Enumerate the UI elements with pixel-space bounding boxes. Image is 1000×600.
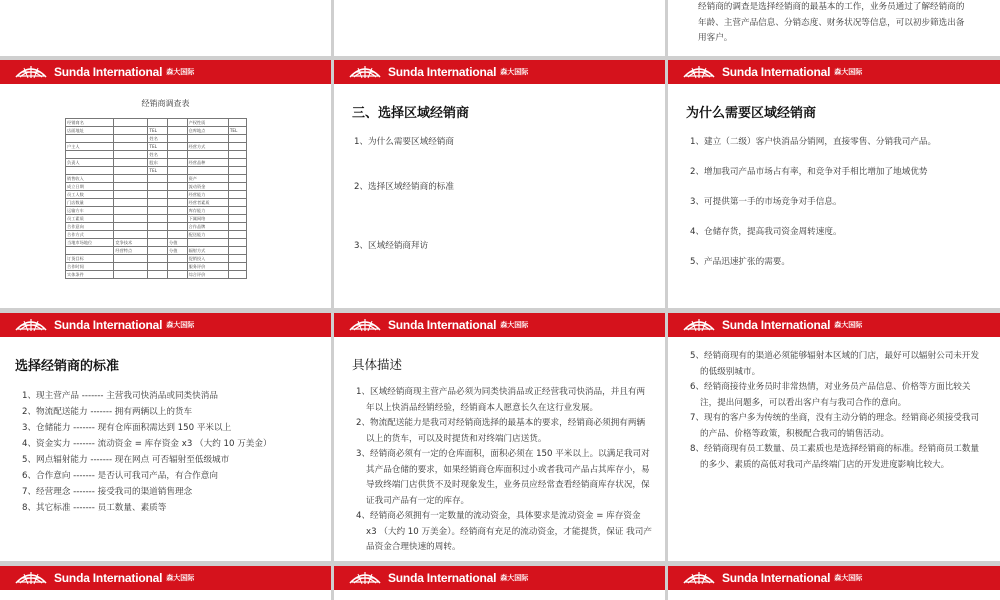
table-cell: 合作意向	[66, 223, 114, 231]
brand-name: Sunda International	[54, 571, 163, 585]
table-cell: 资产	[187, 175, 228, 183]
table-cell	[168, 263, 188, 271]
table-cell	[148, 119, 168, 127]
table-cell: 分值	[168, 239, 188, 247]
slide-bottom-right	[668, 566, 1000, 600]
table-cell: 促销投入	[187, 255, 228, 263]
table-row	[66, 199, 247, 207]
brand-banner	[334, 566, 665, 590]
table-cell: 经营方式	[187, 143, 228, 151]
form-caption: 经销商调查表	[141, 99, 190, 108]
table-cell: 下属网络	[187, 215, 228, 223]
slide-bottom-left	[0, 566, 331, 600]
standards-list	[22, 389, 272, 517]
brand-banner	[0, 313, 331, 337]
standards-item: 7、经营理念 ------- 接受我司的渠道销售理念	[22, 487, 193, 497]
brand-logo	[682, 571, 862, 585]
table-cell	[114, 263, 148, 271]
more-item: 6、经销商接待业务员时非常热情，对业务员产品信息、价格等方面比较关注，提出问题多，可以看出客户有与我司合作的意向。	[690, 382, 971, 408]
table-cell: 实体条件	[66, 271, 114, 279]
table-cell	[168, 167, 188, 175]
brand-logo	[348, 318, 528, 332]
table-cell	[114, 151, 148, 159]
table-cell: 辐射方式	[187, 247, 228, 255]
brand-name-cn: 森大国际	[834, 68, 863, 76]
table-cell	[114, 143, 148, 151]
table-cell: 配送能力	[187, 231, 228, 239]
details-item: 4、经销商必须拥有一定数量的流动资金，具体要求是流动资金 = 库存资金 x3 （大约 10 万美金）。经销商有充足的流动资金，才能提货，保证 我司产品资金合理快速的周转。	[356, 511, 652, 552]
table-row	[66, 271, 247, 279]
slide-standards	[0, 313, 331, 561]
table-cell: 姓名	[148, 151, 168, 159]
table-row	[66, 135, 247, 143]
standards-item: 1、现主营产品 ------- 主营我司快消品或同类快消品	[22, 391, 218, 401]
table-cell: 当地市场地位	[66, 239, 114, 247]
table-row	[66, 263, 247, 271]
table-cell	[228, 143, 246, 151]
standards-item: 6、合作意向 ------- 是否认可我司产品，有合作意向	[22, 471, 218, 481]
why-item: 3、可提供第一手的市场竞争对手信息。	[690, 197, 842, 207]
table-cell	[228, 263, 246, 271]
table-row	[66, 151, 247, 159]
standards-item: 8、其它标准 ------- 员工数量、素质等	[22, 503, 167, 513]
table-cell	[148, 231, 168, 239]
globe-logo-icon	[348, 65, 382, 79]
table-cell	[148, 175, 168, 183]
table-cell	[148, 223, 168, 231]
table-row	[66, 127, 247, 135]
brand-name-cn: 森大国际	[500, 68, 529, 76]
table-cell: 员工人数	[66, 191, 114, 199]
brand-name-cn: 森大国际	[834, 574, 863, 582]
brand-logo	[682, 318, 862, 332]
table-cell	[148, 247, 168, 255]
brand-name-cn: 森大国际	[166, 321, 195, 329]
table-cell: 库存能力	[187, 207, 228, 215]
details-title: 具体描述	[352, 357, 403, 372]
why-title: 为什么需要区域经销商	[686, 106, 817, 121]
table-cell	[168, 143, 188, 151]
table-cell	[168, 119, 188, 127]
table-cell	[168, 215, 188, 223]
globe-logo-icon	[682, 318, 716, 332]
table-cell: 订货目标	[66, 255, 114, 263]
slide-bottom-middle	[334, 566, 665, 600]
table-row	[66, 159, 247, 167]
brand-name: Sunda International	[722, 65, 831, 79]
table-cell	[168, 207, 188, 215]
brand-name: Sunda International	[388, 318, 497, 332]
brand-logo	[14, 318, 194, 332]
more-item: 7、现有的客户多为传统的坐商，没有主动分销的理念。经销商必须接受我司的产品、价格等政策，积极配合我司的销售活动。	[690, 413, 980, 439]
table-cell	[114, 167, 148, 175]
table-cell	[114, 215, 148, 223]
table-cell	[228, 215, 246, 223]
table-cell	[228, 159, 246, 167]
brand-name: Sunda International	[388, 571, 497, 585]
table-cell	[228, 199, 246, 207]
standards-item: 4、资金实力 ------- 流动资金 = 库存资金 x3 （大约 10 万美金）	[22, 439, 272, 449]
brand-name: Sunda International	[388, 65, 497, 79]
table-cell	[114, 199, 148, 207]
table-cell	[168, 271, 188, 279]
table-cell	[228, 167, 246, 175]
table-cell	[148, 271, 168, 279]
table-cell	[66, 167, 114, 175]
slide-more	[668, 313, 1000, 561]
slide-top-left	[0, 0, 331, 56]
table-row	[66, 239, 247, 247]
table-cell	[168, 151, 188, 159]
why-item: 2、增加我司产品市场占有率，和竞争对手相比增加了地域优势	[690, 167, 928, 177]
slide-section3	[334, 60, 665, 308]
brand-banner	[334, 313, 665, 337]
table-cell	[114, 175, 148, 183]
table-cell: 股东	[148, 159, 168, 167]
table-row	[66, 175, 247, 183]
brand-name-cn: 森大国际	[500, 321, 529, 329]
table-cell	[168, 223, 188, 231]
standards-item: 2、物流配送能力 ------- 拥有两辆以上的货车	[22, 407, 193, 417]
table-cell	[228, 255, 246, 263]
table-cell: TEL	[228, 127, 246, 135]
brand-logo	[14, 571, 194, 585]
table-cell	[228, 271, 246, 279]
brand-name: Sunda International	[722, 571, 831, 585]
standards-item: 5、网点辐射能力 ------- 现在网点 可否辐射至低级城市	[22, 455, 230, 465]
table-cell	[114, 159, 148, 167]
brand-name-cn: 森大国际	[834, 321, 863, 329]
brand-logo	[14, 65, 194, 79]
table-cell	[228, 135, 246, 143]
table-cell	[114, 223, 148, 231]
table-cell	[168, 183, 188, 191]
table-cell	[114, 207, 148, 215]
brand-name: Sunda International	[54, 65, 163, 79]
table-cell	[148, 255, 168, 263]
section3-item: 2、选择区域经销商的标准	[354, 182, 454, 192]
table-cell	[114, 191, 148, 199]
table-cell	[168, 127, 188, 135]
brand-banner	[668, 313, 1000, 337]
table-row	[66, 207, 247, 215]
table-cell	[148, 239, 168, 247]
slide-top-right	[668, 0, 1000, 56]
table-cell: 合作方式	[66, 231, 114, 239]
globe-logo-icon	[14, 318, 48, 332]
table-cell	[66, 151, 114, 159]
brand-banner	[0, 566, 331, 590]
table-row	[66, 143, 247, 151]
table-cell: 分值	[168, 247, 188, 255]
table-row	[66, 223, 247, 231]
brand-name: Sunda International	[722, 318, 831, 332]
brand-name-cn: 森大国际	[500, 574, 529, 582]
table-cell: 姓名	[148, 135, 168, 143]
table-row	[66, 183, 247, 191]
table-cell: 综合评价	[187, 271, 228, 279]
slide-details	[334, 313, 665, 561]
brand-logo	[348, 65, 528, 79]
table-cell	[228, 207, 246, 215]
table-cell: 服务评价	[187, 263, 228, 271]
section3-item: 3、区域经销商拜访	[354, 241, 429, 251]
table-cell	[66, 135, 114, 143]
globe-logo-icon	[348, 571, 382, 585]
table-cell	[148, 207, 168, 215]
globe-logo-icon	[682, 65, 716, 79]
table-cell	[148, 191, 168, 199]
table-row	[66, 231, 247, 239]
table-cell	[187, 167, 228, 175]
globe-logo-icon	[348, 318, 382, 332]
brand-banner	[668, 60, 1000, 84]
table-cell	[228, 223, 246, 231]
table-cell	[228, 119, 246, 127]
why-item: 5、产品迅速扩张的需要。	[690, 257, 790, 267]
table-cell: 合作时间	[66, 263, 114, 271]
table-row	[66, 167, 247, 175]
table-cell	[114, 271, 148, 279]
more-item: 8、经销商现有员工数量、员工素质也是选择经销商的标准。经销商员工数量的多少、素质的高低对我司产品终端门店的开发进度影响比较大。	[690, 444, 980, 470]
brand-name-cn: 森大国际	[166, 68, 195, 76]
table-cell: 流动资金	[187, 183, 228, 191]
table-cell	[168, 191, 188, 199]
table-cell: 经营品种	[187, 159, 228, 167]
details-item: 1、区域经销商现主营产品必须为同类快消品或正经营我司快消品，并且有两年以上快消品经销经验，经销商本人愿意长久在这行业发展。	[356, 387, 646, 413]
more-item: 5、经销商现有的渠道必须能够辐射本区域的门店，最好可以辐射公司未开发的低级别城市。	[690, 351, 980, 377]
table-cell: TEL	[148, 143, 168, 151]
why-item: 4、仓储存货，提高我司资金周转速度。	[690, 227, 842, 237]
brand-banner	[668, 566, 1000, 590]
table-cell: 经营者素质	[187, 199, 228, 207]
table-cell	[148, 263, 168, 271]
details-item: 2、物流配送能力是我司对经销商选择的最基本的要求，经销商必须拥有两辆以上的货车，可以及时提货和对终端门店送货。	[356, 418, 646, 444]
table-cell	[228, 175, 246, 183]
table-cell	[168, 255, 188, 263]
slide-survey-form	[0, 60, 331, 308]
details-list	[356, 385, 652, 556]
table-cell: 经销商名	[66, 119, 114, 127]
table-cell	[148, 183, 168, 191]
table-cell	[228, 183, 246, 191]
table-row	[66, 255, 247, 263]
table-cell	[187, 135, 228, 143]
table-row	[66, 215, 247, 223]
standards-title: 选择经销商的标准	[15, 359, 120, 374]
globe-logo-icon	[14, 571, 48, 585]
table-cell: 竞争技术	[114, 239, 148, 247]
globe-logo-icon	[682, 571, 716, 585]
table-cell: 销售收入	[66, 175, 114, 183]
dealer-survey-text: 经销商的调查是选择经销商的最基本的工作，业务员通过了解经销商的年龄、主营产品信息、分销态度、财务状况等信息，可以初步筛选出备用客户。	[698, 2, 965, 43]
section3-title: 三、选择区域经销商	[352, 106, 470, 121]
table-cell: TEL	[148, 127, 168, 135]
table-cell: 产权性质	[187, 119, 228, 127]
table-cell	[148, 199, 168, 207]
table-cell	[148, 215, 168, 223]
table-cell	[114, 135, 148, 143]
table-cell	[168, 159, 188, 167]
table-cell: 员工素质	[66, 215, 114, 223]
brand-logo	[682, 65, 862, 79]
table-row	[66, 119, 247, 127]
table-cell	[114, 183, 148, 191]
table-cell: 门店数量	[66, 199, 114, 207]
table-cell	[114, 255, 148, 263]
table-cell: 负责人	[66, 159, 114, 167]
brand-banner	[0, 60, 331, 84]
table-cell	[114, 119, 148, 127]
table-cell	[187, 239, 228, 247]
table-cell: 经营特点	[114, 247, 148, 255]
table-cell: 经营能力	[187, 191, 228, 199]
brand-name: Sunda International	[54, 318, 163, 332]
table-cell	[168, 175, 188, 183]
table-cell	[114, 127, 148, 135]
table-cell	[228, 191, 246, 199]
table-cell: 店面地址	[66, 127, 114, 135]
table-cell	[228, 239, 246, 247]
table-cell	[228, 247, 246, 255]
table-cell: 成立日期	[66, 183, 114, 191]
slide-why	[668, 60, 1000, 308]
table-cell	[187, 151, 228, 159]
slide-top-middle	[334, 0, 665, 56]
table-cell: 仓库地点	[187, 127, 228, 135]
table-cell	[168, 231, 188, 239]
table-cell	[114, 231, 148, 239]
table-cell	[168, 199, 188, 207]
table-cell: 运输方车	[66, 207, 114, 215]
table-cell: 户主人	[66, 143, 114, 151]
brand-banner	[334, 60, 665, 84]
table-cell	[228, 231, 246, 239]
more-list	[690, 349, 982, 473]
table-cell: TEL	[148, 167, 168, 175]
survey-table	[65, 118, 247, 279]
brand-logo	[348, 571, 528, 585]
details-item: 3、经销商必须有一定的仓库面积，面积必须在 150 平米以上。以满足我司对其产品仓储的要求，如果经销商仓库面积过小或者我司产品占其库存小，易导致终端门店供货不及时现象发生，业务员应经常查看经销商库存状况，保证我司产品有一定的库存。	[356, 449, 650, 506]
brand-name-cn: 森大国际	[166, 574, 195, 582]
section3-item: 1、为什么需要区域经销商	[354, 137, 454, 147]
table-cell: 合作品牌	[187, 223, 228, 231]
globe-logo-icon	[14, 65, 48, 79]
table-row	[66, 191, 247, 199]
table-cell	[228, 151, 246, 159]
standards-item: 3、仓储能力 ------- 现有仓库面积需达到 150 平米以上	[22, 423, 232, 433]
table-cell	[66, 247, 114, 255]
table-cell	[168, 135, 188, 143]
table-row	[66, 247, 247, 255]
why-item: 1、建立（二级）客户快消品分销网，直接零售、分销我司产品。	[690, 137, 937, 147]
